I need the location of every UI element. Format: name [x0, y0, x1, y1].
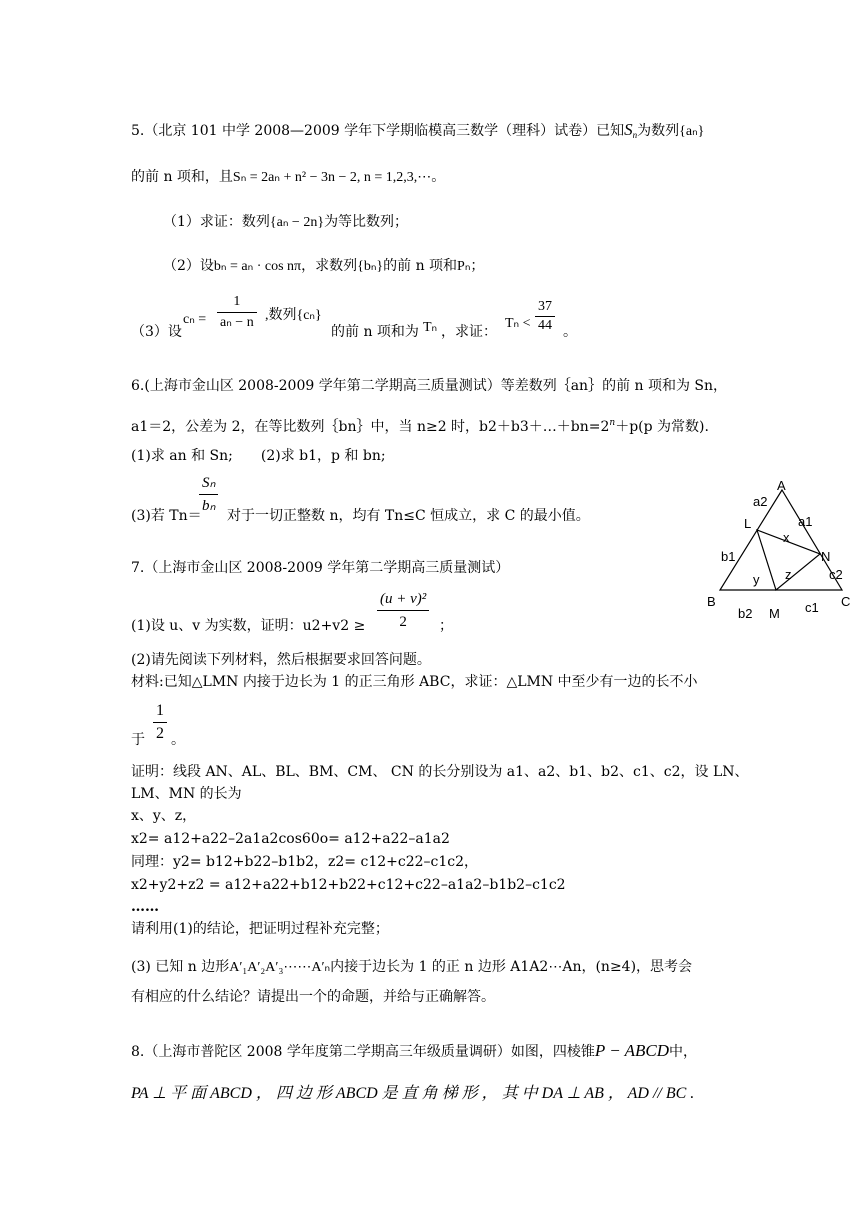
p7-line4: 材料:已知△LMN 内接于边长为 1 的正三角形 ABC，求证：△LMN 中至少有一边的长不小 — [131, 674, 698, 690]
p5-q1-tail: 为等比数列； — [324, 214, 409, 230]
label-C: C — [841, 594, 851, 609]
label-L: L — [744, 516, 752, 531]
p5-q2-mid: ，求数列 — [301, 258, 358, 274]
p6-line4-tail: 对于一切正整数 n，均有 Tn≤C 恒成立，求 C 的最小值。 — [227, 508, 590, 524]
p5-q2 — [163, 256, 484, 277]
p7-line2-end: ； — [439, 618, 453, 634]
p7-line14-tail: 内接于边长为 1 的正 n 边形 A1A2⋯An，(n≥4)，思考会 — [330, 959, 693, 975]
p5-q3-prove: ，求证： — [441, 324, 497, 340]
p6-line2 — [131, 413, 709, 437]
p5-q3-cn: cₙ = — [183, 312, 207, 327]
p7-line14 — [131, 957, 692, 978]
p5-q1-text: （1）求证：数列 — [163, 214, 270, 230]
p5-q2-tail: 的前 n 项和 — [383, 258, 458, 274]
p5-q2-end: ； — [470, 258, 485, 274]
p6-frac-num: Sₙ — [199, 472, 218, 495]
triangle-abc — [720, 490, 842, 590]
p6-line4-text: (3)若 Tn＝ — [131, 508, 202, 524]
p6-line4 — [131, 470, 590, 524]
label-B: B — [707, 594, 716, 609]
p8-line2-text: PA ⊥ 平 面 ABCD ， 四 边 形 ABCD 是 直 角 梯 形 ， 其 中 DA ⊥ AB ， AD // BC . — [131, 1085, 695, 1102]
label-b1: b1 — [721, 549, 736, 564]
triangle-figure — [700, 478, 860, 628]
p5-q3-mid: 的前 n 项和为 — [331, 324, 419, 340]
p5-q3-seq: ,数列{cₙ} — [265, 308, 322, 323]
label-M: M — [769, 606, 780, 621]
label-A: A — [777, 478, 786, 493]
sn-equation: Sₙ = 2aₙ + n² − 3n − 2, n = 1,2,3,⋯ — [232, 170, 432, 185]
p7-frac-num: (u + v)² — [377, 588, 429, 611]
label-x: x — [783, 530, 790, 545]
p6-line2-text: a1＝2，公差为 2，在等比数列｛bn｝中，当 n≥2 时，b2＋b3＋…＋bn=2 — [131, 419, 610, 435]
label-y: y — [753, 572, 760, 587]
seq-a: {aₙ} — [679, 124, 705, 139]
p7-line7: LM、MN 的长为 — [131, 786, 242, 802]
p7-line10: 同理：y2= b12+b22–b1b2，z2= c12+c22–c1c2， — [131, 854, 479, 870]
p5-q1-seq: {aₙ − 2n} — [269, 215, 325, 230]
label-c1: c1 — [805, 600, 819, 615]
p7-line2-text: (1)设 u、v 为实数，证明：u2+v2 ≥ — [131, 618, 366, 634]
p7-line3: (2)请先阅读下列材料，然后根据要求回答问题。 — [131, 652, 431, 668]
label-N: N — [821, 549, 831, 564]
p7-line2 — [131, 588, 453, 634]
p7-line12: …… — [131, 899, 159, 915]
p5-header-tail: 为数列 — [637, 123, 680, 139]
p6-line2-exp: n — [609, 418, 616, 428]
p8-line1-text: 8.（上海市普陀区 2008 学年度第二学期高三年级质量调研）如图，四棱锥 — [131, 1044, 595, 1060]
p7-half-den: 2 — [156, 725, 164, 742]
p6-line4-fraction — [199, 472, 218, 517]
p6-frac-den: bₙ — [202, 498, 216, 514]
label-c2: c2 — [829, 567, 843, 582]
p5-line2-end: 。 — [431, 169, 446, 185]
p5-header: 5.（北京 101 中学 2008—2009 学年下学期临模高三数学（理科）试卷）已知 — [131, 123, 625, 139]
p6-line1: 6.(上海市金山区 2008-2009 学年第二学期高三质量测试）等差数列｛an｝的前 n 项和为 Sn， — [131, 378, 728, 394]
p5-q2-eq: bₙ = aₙ · cos nπ — [213, 259, 302, 274]
p8-line1 — [131, 1041, 697, 1062]
p5-line2 — [131, 167, 445, 188]
p7-half-fraction — [153, 700, 167, 745]
p5-q3 — [131, 294, 577, 340]
p7-frac-den: 2 — [399, 614, 407, 630]
p7-line2-fraction — [377, 588, 429, 633]
p7-line5-end: 。 — [171, 732, 185, 748]
label-a1: a1 — [798, 514, 813, 529]
p7-polygon: A′₁A′₂A′₃⋯⋯A′ₙ — [229, 960, 331, 975]
p5-q3-tn: Tₙ — [423, 320, 438, 335]
p8-line1-end: 中， — [669, 1044, 698, 1060]
p5-q3-fraction — [217, 292, 257, 333]
p5-q3-ineq: Tₙ < — [505, 316, 531, 331]
p7-half-num: 1 — [153, 700, 167, 723]
p5-q3-frac-den: aₙ − n — [220, 315, 254, 330]
p5-q2-p: Pₙ — [457, 259, 471, 274]
label-b2: b2 — [738, 606, 753, 621]
p7-line9: x2= a12+a22–2a1a2cos60o= a12+a22–a1a2 — [131, 831, 450, 847]
p5-q3-text: （3）设 — [131, 324, 182, 340]
p7-line14-text: (3) 已知 n 边形 — [131, 959, 230, 975]
p5-q2-seq: {bₙ} — [357, 259, 384, 274]
label-a2: a2 — [753, 494, 768, 509]
p5-line2-text: 的前 n 项和，且 — [131, 169, 233, 185]
p7-line5 — [131, 700, 185, 748]
p8-line2 — [131, 1084, 694, 1104]
p7-line11: x2+y2+z2 = a12+a22+b12+b22+c12+c22–a1a2–b1b2–c1c2 — [131, 877, 566, 893]
p6-line2-tail: ＋p(p 为常数). — [615, 419, 709, 435]
p8-pyramid: P − ABCD — [594, 1041, 670, 1060]
label-z: z — [785, 567, 792, 582]
p7-line1: 7.（上海市金山区 2008-2009 学年第二学期高三质量测试） — [131, 560, 510, 576]
p5-q3-frac-num: 1 — [217, 292, 257, 313]
sn-symbol: $S_n$ — [624, 120, 638, 140]
p5-q3-bound-fraction — [535, 298, 555, 335]
p5-q3-bound-den: 44 — [538, 318, 552, 333]
p7-line6: 证明：线段 AN、AL、BL、BM、CM、 CN 的长分别设为 a1、a2、b1、b2、c1、c2，设 LN、 — [131, 764, 749, 780]
p5-line1 — [131, 120, 704, 145]
p5-q1 — [163, 212, 408, 233]
p7-line13: 请利用(1)的结论，把证明过程补充完整； — [131, 921, 389, 937]
p5-q2-text: （2）设 — [163, 258, 214, 274]
p6-line3: (1)求 an 和 Sn; (2)求 b1，p 和 bn; — [131, 448, 386, 464]
p7-line5-text: 于 — [131, 732, 145, 748]
p7-line8: x、y、z， — [131, 808, 197, 824]
p7-line15: 有相应的什么结论？请提出一个的命题，并给与正确解答。 — [131, 989, 495, 1005]
p5-q3-bound-num: 37 — [535, 298, 555, 317]
p5-q3-end: 。 — [563, 324, 577, 340]
